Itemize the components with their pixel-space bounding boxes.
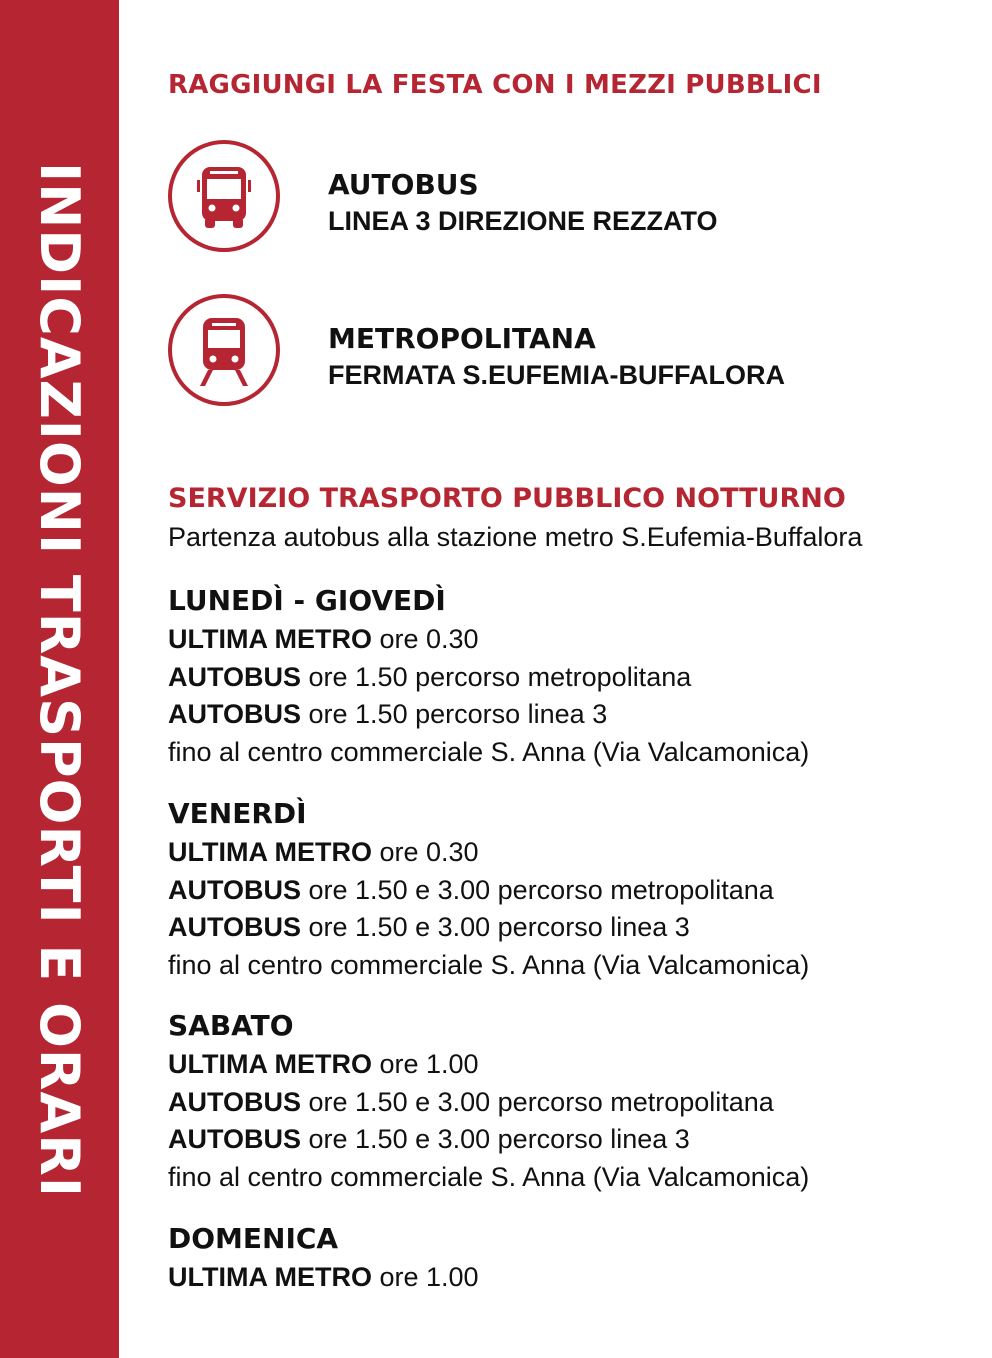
schedule-day-heading: SABATO: [168, 1009, 294, 1042]
schedule-line-label: ULTIMA METRO: [168, 837, 372, 867]
transport-metro-detail: FERMATA S.EUFEMIA-BUFFALORA: [328, 360, 785, 390]
schedule-sun: [168, 1219, 968, 1297]
schedule-line: [168, 947, 968, 985]
schedule-line: [168, 872, 968, 910]
schedule-line: [168, 621, 968, 659]
schedule-line-text: ore 1.50 percorso metropolitana: [301, 661, 692, 692]
bus-icon: [168, 140, 280, 252]
schedule-line-text: ore 1.50 e 3.00 percorso linea 3: [301, 1124, 690, 1155]
schedule-line-text: ore 1.50 e 3.00 percorso metropolitana: [301, 1086, 774, 1117]
schedule-line: [168, 909, 968, 947]
schedule-line-text: fino al centro commerciale S. Anna (Via Valcamonica): [168, 737, 810, 768]
schedule-line-text: ore 1.00: [371, 1049, 479, 1079]
schedule-line-label: AUTOBUS: [168, 661, 302, 692]
schedule-day-heading: VENERDÌ: [168, 797, 307, 830]
schedule-line-label: AUTOBUS: [168, 1086, 302, 1117]
transport-metro: [168, 294, 928, 412]
schedule-line-text: ore 0.30: [371, 624, 479, 654]
schedule-line-label: ULTIMA METRO: [168, 1049, 372, 1079]
transport-metro-name: METROPOLITANA: [328, 322, 596, 355]
schedule-line-label: AUTOBUS: [168, 912, 302, 943]
schedule-line-text: fino al centro commerciale S. Anna (Via Valcamonica): [168, 1162, 810, 1193]
schedule-line: [168, 1084, 968, 1122]
schedule-line-label: AUTOBUS: [168, 874, 302, 905]
schedule-line-label: ULTIMA METRO: [168, 1262, 372, 1292]
schedule-sat: [168, 1006, 968, 1197]
sidebar-banner: [0, 0, 119, 1358]
schedule-line: [168, 1159, 968, 1197]
schedule-mon-thu: [168, 581, 968, 772]
schedule-line: [168, 834, 968, 872]
metro-train-icon: [168, 294, 280, 406]
schedule-line-text: ore 1.50 percorso linea 3: [301, 699, 608, 730]
schedule-line: [168, 734, 968, 772]
transport-bus-name: AUTOBUS: [328, 168, 479, 201]
schedule-day-heading: LUNEDÌ - GIOVEDÌ: [168, 584, 446, 617]
schedule-line: [168, 659, 968, 697]
schedule-line-text: ore 1.50 e 3.00 percorso metropolitana: [301, 874, 774, 905]
schedule-line: [168, 696, 968, 734]
transport-bus-detail: LINEA 3 DIREZIONE REZZATO: [328, 206, 718, 236]
schedule-line: [168, 1259, 968, 1297]
night-service-title: SERVIZIO TRASPORTO PUBBLICO NOTTURNO: [168, 483, 846, 514]
night-service-subtitle: Partenza autobus alla stazione metro S.Eufemia-Buffalora: [168, 522, 863, 552]
schedule-line-text: ore 0.30: [371, 837, 479, 867]
transport-bus: [168, 140, 928, 258]
schedule-line-text: fino al centro commerciale S. Anna (Via Valcamonica): [168, 950, 810, 981]
sidebar-title: INDICAZIONI TRASPORTI E ORARI: [28, 162, 91, 1198]
schedule-line-text: ore 1.50 e 3.00 percorso linea 3: [301, 912, 690, 943]
schedule-line-text: ore 1.00: [371, 1262, 479, 1292]
schedule-line-label: ULTIMA METRO: [168, 624, 372, 654]
schedule-line-label: AUTOBUS: [168, 699, 302, 730]
schedule-day-heading: DOMENICA: [168, 1222, 339, 1255]
schedule-line-label: AUTOBUS: [168, 1124, 302, 1155]
schedule-line: [168, 1121, 968, 1159]
schedule-line: [168, 1046, 968, 1084]
page-headline: RAGGIUNGI LA FESTA CON I MEZZI PUBBLICI: [168, 70, 822, 100]
schedule-fri: [168, 794, 968, 985]
